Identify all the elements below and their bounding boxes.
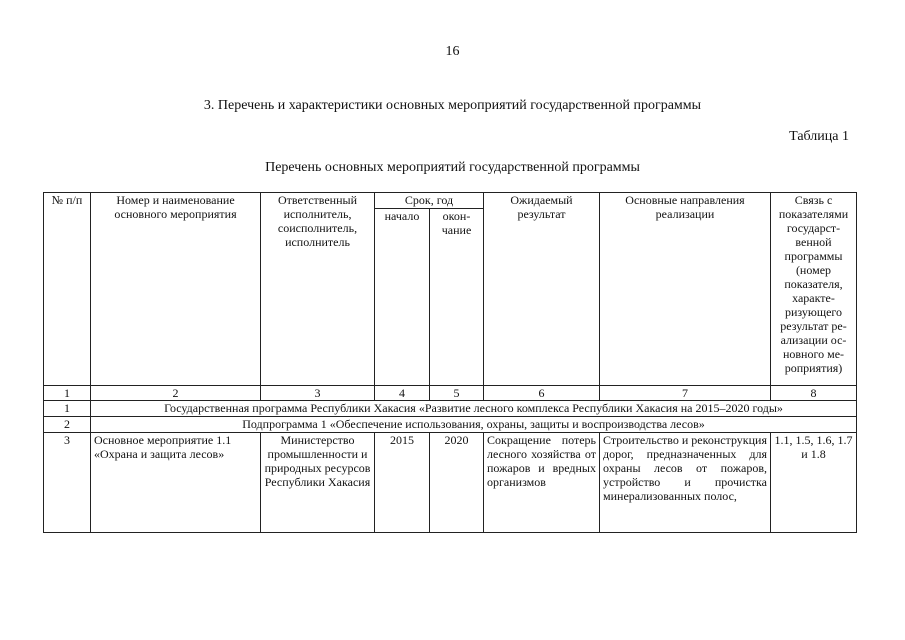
table-title: Перечень основных мероприятий государственной программы: [265, 160, 640, 175]
page-number: 16: [445, 44, 460, 59]
row-result: Сокращение потерь лесного хозяйства от пожаров и вредных организмов: [484, 433, 600, 533]
program-row-num: 1: [44, 401, 91, 417]
program-row: [44, 401, 857, 417]
column-number: 6: [484, 386, 600, 401]
activities-table: [43, 192, 857, 533]
row-directions: Строительство и реконструкция дорог, предназначенных для охраны лесов от пожаров, устройство и прочистка минерализованных полос,: [600, 433, 771, 533]
column-number-row: [44, 386, 857, 401]
row-num: 3: [44, 433, 91, 533]
row-start: 2015: [375, 433, 430, 533]
header-term: Срок, год: [375, 193, 484, 209]
subprogram-row: [44, 417, 857, 433]
subprogram-row-text: Подпрограмма 1 «Обеспечение использования, охраны, защиты и воспроизводства лесов»: [91, 417, 857, 433]
row-name: Основное мероприятие 1.1 «Охрана и защита лесов»: [91, 433, 261, 533]
column-number: 7: [600, 386, 771, 401]
header-executor: Ответственный исполнитель, соисполнитель, исполнитель: [261, 193, 375, 386]
row-link: 1.1, 1.5, 1.6, 1.7 и 1.8: [771, 433, 857, 533]
header-row-1: [44, 193, 857, 209]
header-start: начало: [375, 209, 430, 386]
row-end: 2020: [430, 433, 484, 533]
header-num: № п/п: [44, 193, 91, 386]
column-number: 8: [771, 386, 857, 401]
header-result: Ожидаемый результат: [484, 193, 600, 386]
subprogram-row-num: 2: [44, 417, 91, 433]
row-executor: Министерство промышленности и природных ресурсов Республики Хакасия: [261, 433, 375, 533]
table-number: Таблица 1: [789, 129, 849, 144]
column-number: 4: [375, 386, 430, 401]
program-row-text: Государственная программа Республики Хакасия «Развитие лесного комплекса Республики Хакасия на 2015–2020 годы»: [91, 401, 857, 417]
column-number: 2: [91, 386, 261, 401]
header-link: Связь с показателями государст-венной программы (номер показателя, характе-ризующего результат ре-ализации ос-новного ме-роприятия): [771, 193, 857, 386]
section-title: 3. Перечень и характеристики основных мероприятий государственной программы: [203, 98, 702, 113]
header-end: окон-чание: [430, 209, 484, 386]
column-number: 1: [44, 386, 91, 401]
table-row: [44, 433, 857, 533]
header-directions: Основные направления реализации: [600, 193, 771, 386]
header-name: Номер и наименование основного мероприятия: [91, 193, 261, 386]
column-number: 3: [261, 386, 375, 401]
column-number: 5: [430, 386, 484, 401]
